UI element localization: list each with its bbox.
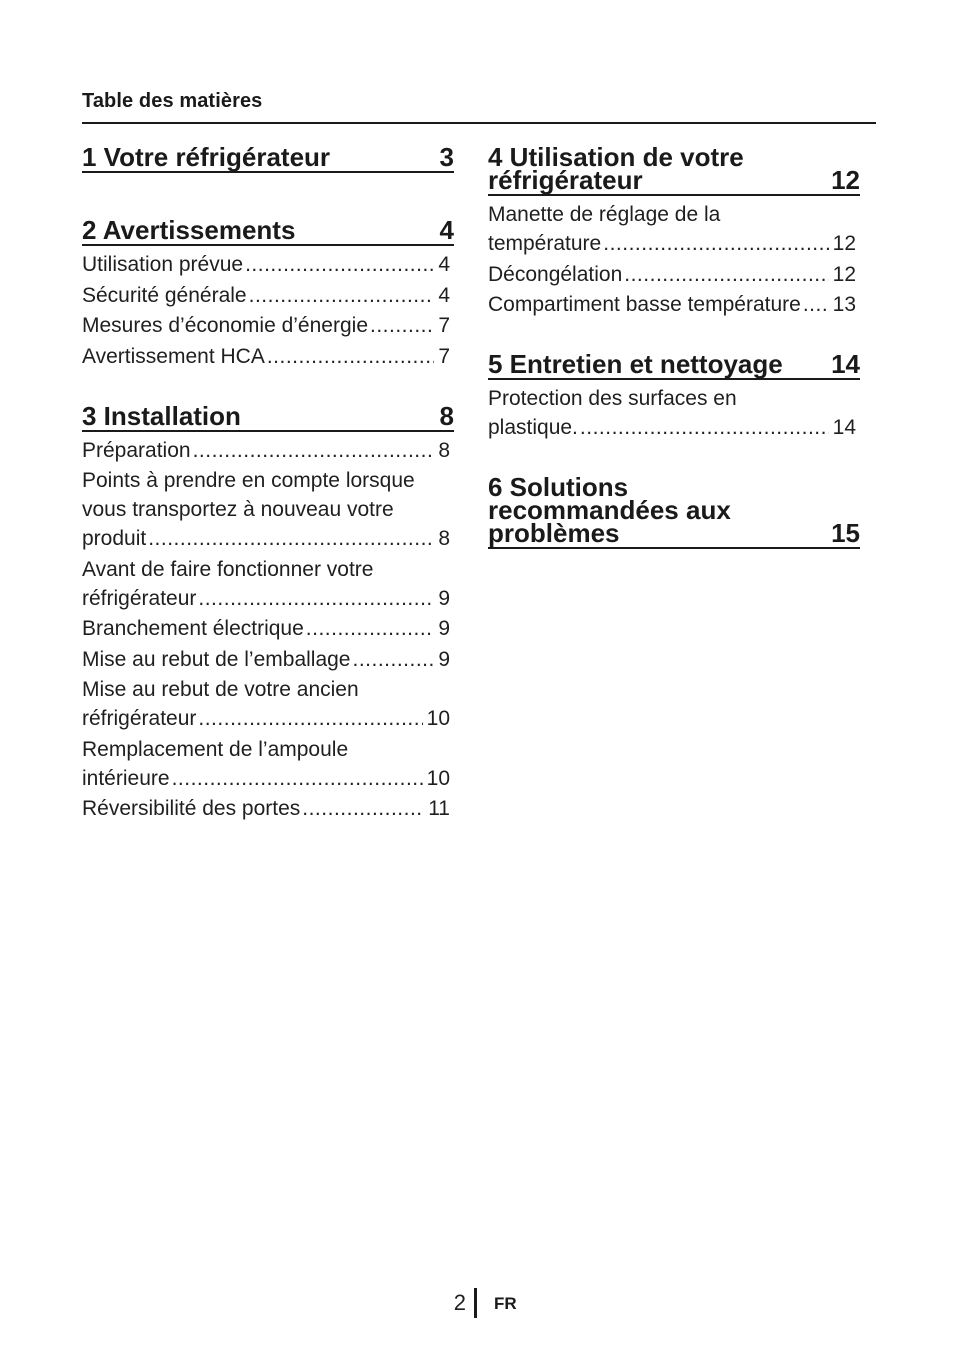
- entry-line: [82, 794, 454, 823]
- entry-line: [488, 260, 860, 289]
- dot-leader: [267, 342, 434, 371]
- section-entries: [488, 380, 860, 442]
- entry-text: Sécurité générale: [82, 283, 247, 307]
- section-heading[interactable]: [488, 140, 860, 196]
- toc-section: [82, 213, 454, 371]
- entry-page-number: 13: [832, 293, 856, 316]
- entry-line: [82, 281, 454, 310]
- entry-text: Décongélation: [488, 262, 623, 286]
- section-page-number: 8: [439, 400, 454, 431]
- dot-leader: [172, 764, 423, 793]
- section-title: 6 Solutions recommandées aux problèmes: [488, 472, 731, 548]
- section-heading[interactable]: [82, 399, 454, 432]
- section-title: 4 Utilisation de votre réfrigérateur: [488, 142, 744, 195]
- dot-leader: [193, 436, 435, 465]
- section-entries: [488, 196, 860, 319]
- entry-text: produit: [82, 527, 147, 550]
- toc-entry[interactable]: [82, 342, 454, 371]
- toc-entry[interactable]: [488, 290, 860, 319]
- entry-line: [82, 436, 454, 465]
- dot-leader: [249, 281, 435, 310]
- toc-title: Table des matières: [82, 90, 263, 112]
- entry-text: intérieure: [82, 766, 170, 790]
- dot-leader: [198, 584, 434, 613]
- section-page-number: 4: [439, 215, 454, 245]
- entry-text-leading: Mise au rebut de votre ancien: [82, 678, 359, 701]
- toc-entry[interactable]: [82, 614, 454, 643]
- entry-line: [82, 342, 454, 371]
- entry-page-number: 4: [438, 283, 450, 307]
- toc-entry[interactable]: [82, 555, 454, 613]
- toc-entry[interactable]: [488, 260, 860, 289]
- entry-page-number: 12: [832, 262, 856, 286]
- entry-text: Mise au rebut de l’emballage: [82, 647, 351, 671]
- entry-page-number: 14: [832, 416, 856, 439]
- entry-line: [82, 584, 454, 613]
- page-number: 2: [453, 1290, 466, 1315]
- entry-text: Compartiment basse température: [488, 293, 801, 316]
- toc-entry[interactable]: [82, 466, 454, 553]
- entry-page-number: 12: [832, 232, 856, 255]
- section-entries: [82, 432, 454, 824]
- toc-entry[interactable]: [82, 281, 454, 310]
- entry-text: Avertissement HCA: [82, 344, 265, 368]
- section-page-number: 15: [831, 518, 860, 548]
- dot-leader: [245, 250, 434, 279]
- entry-page-number: 9: [438, 617, 450, 640]
- toc-entry[interactable]: [82, 645, 454, 674]
- section-page-number: 12: [831, 165, 860, 195]
- entry-line: [82, 645, 454, 674]
- section-title: 2 Avertissements: [82, 215, 296, 245]
- entry-text-leading: Remplacement de l’ampoule: [82, 737, 349, 761]
- entry-line: [82, 524, 454, 553]
- toc-section: [82, 399, 454, 824]
- entry-text-leading: Points à prendre en compte lorsque vous transportez à nouveau votre: [82, 469, 415, 521]
- header-rule: [82, 122, 876, 124]
- section-title: 3 Installation: [82, 400, 241, 431]
- dot-leader: [302, 794, 424, 823]
- section-title: 5 Entretien et nettoyage: [488, 349, 783, 379]
- entry-line: [82, 250, 454, 279]
- section-heading[interactable]: [82, 140, 454, 173]
- toc-entry[interactable]: [82, 250, 454, 279]
- dot-leader: [198, 704, 422, 733]
- entry-line: [82, 764, 454, 793]
- toc-entry[interactable]: [82, 675, 454, 733]
- toc-section: [488, 140, 860, 319]
- toc-entry[interactable]: [82, 794, 454, 823]
- entry-page-number: 8: [438, 527, 450, 550]
- entry-page-number: 11: [428, 797, 450, 820]
- entry-text: Utilisation prévue: [82, 253, 244, 276]
- toc-entry[interactable]: [82, 436, 454, 465]
- entry-page-number: 7: [438, 314, 450, 337]
- entry-text: réfrigérateur: [82, 707, 197, 730]
- entry-page-number: 9: [438, 647, 450, 671]
- entry-text: température: [488, 232, 602, 255]
- entry-line: [82, 704, 454, 733]
- entry-text: Branchement électrique: [82, 617, 304, 640]
- entry-text: plastique.: [488, 416, 578, 439]
- entry-text: Mesures d’économie d’énergie: [82, 314, 368, 337]
- entry-line: [82, 614, 454, 643]
- toc-section: [82, 140, 454, 173]
- entry-page-number: 10: [426, 707, 450, 730]
- section-entries: [82, 246, 454, 371]
- section-page-number: 14: [831, 349, 860, 379]
- entry-page-number: 7: [438, 344, 450, 368]
- toc-section: [488, 347, 860, 442]
- dot-leader: [353, 645, 435, 674]
- entry-text: Préparation: [82, 438, 191, 462]
- toc-entry[interactable]: [488, 384, 860, 442]
- section-title: 1 Votre réfrigérateur: [82, 142, 331, 172]
- footer-divider: [474, 1288, 477, 1318]
- entry-line: [488, 290, 860, 319]
- section-page-number: 3: [439, 142, 454, 172]
- entry-page-number: 8: [438, 438, 450, 462]
- toc-entry[interactable]: [82, 311, 454, 340]
- dot-leader: [603, 229, 828, 258]
- toc-entry[interactable]: [82, 735, 454, 793]
- dot-leader: [580, 413, 829, 442]
- entry-page-number: 4: [438, 253, 450, 276]
- dot-leader: [148, 524, 434, 553]
- toc-section: [488, 470, 860, 549]
- toc-column-left: [82, 140, 454, 851]
- page-footer: [0, 1288, 954, 1320]
- entry-text: Réversibilité des portes: [82, 797, 301, 820]
- dot-leader: [370, 311, 434, 340]
- entry-line: [488, 413, 860, 442]
- entry-page-number: 9: [438, 586, 450, 610]
- dot-leader: [306, 614, 435, 643]
- entry-text-leading: Avant de faire fonctionner votre: [82, 557, 374, 581]
- entry-page-number: 10: [426, 766, 450, 790]
- entry-text-leading: Protection des surfaces en: [488, 387, 737, 410]
- toc-entry[interactable]: [488, 200, 860, 258]
- section-heading[interactable]: [488, 347, 860, 380]
- entry-line: [488, 229, 860, 258]
- section-heading[interactable]: [82, 213, 454, 246]
- dot-leader: [624, 260, 828, 289]
- language-code: FR: [494, 1294, 517, 1313]
- entry-line: [82, 311, 454, 340]
- section-heading[interactable]: [488, 470, 860, 549]
- toc-column-right: [488, 140, 860, 577]
- dot-leader: [803, 290, 829, 319]
- entry-text: réfrigérateur: [82, 586, 197, 610]
- entry-text-leading: Manette de réglage de la: [488, 203, 721, 226]
